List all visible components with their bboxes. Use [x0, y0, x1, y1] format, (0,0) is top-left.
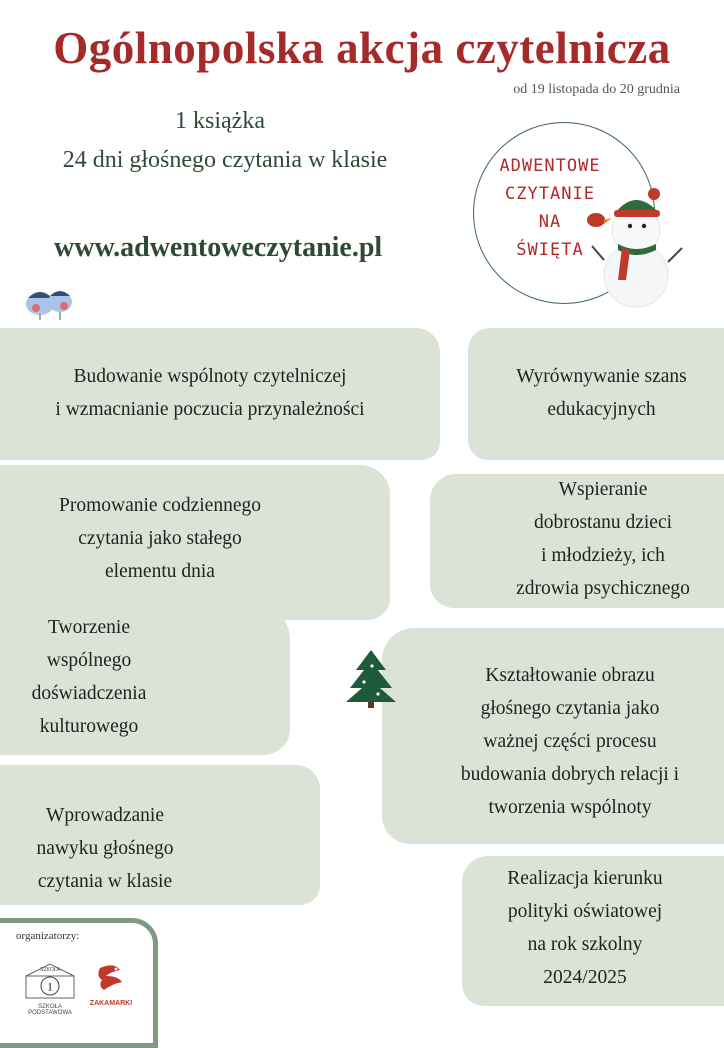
christmas-tree-icon	[344, 648, 398, 708]
organizers-label: organizatorzy:	[16, 930, 80, 942]
goal-2-line: Wyrównywanie szans	[516, 366, 687, 387]
goal-4-line: Wspieranie	[558, 479, 648, 500]
goal-6	[420, 659, 720, 824]
school-logo	[22, 960, 78, 1016]
goal-6-line: ważnej części procesu	[483, 731, 657, 752]
school-name: SZKOŁA PODSTAWOWA	[28, 1004, 72, 1016]
goal-3	[20, 489, 300, 588]
dragon-icon	[88, 962, 134, 996]
goal-5	[14, 611, 164, 743]
goal-1	[10, 360, 410, 426]
date-range: od 19 listopada do 20 grudnia	[513, 82, 680, 97]
goal-3-line: czytania jako stałego	[78, 528, 242, 549]
goal-7-line: Wprowadzanie	[45, 805, 165, 826]
goal-1-line: i wzmacnianie poczucia przynależności	[55, 399, 365, 420]
goal-7-line: nawyku głośnego	[36, 838, 174, 859]
goal-5-line: doświadczenia	[31, 683, 147, 704]
goal-6-line: Kształtowanie obrazu	[485, 665, 655, 686]
subtitle-book: 1 książka	[175, 108, 265, 134]
goal-8	[475, 862, 695, 994]
goal-6-line: budowania dobrych relacji i	[460, 764, 680, 785]
goal-5-line: kulturowego	[39, 716, 139, 737]
school-top-text: SZKOŁA	[40, 967, 60, 973]
goal-6-line: tworzenia wspólnoty	[488, 797, 652, 818]
badge-line-1: ADWENTOWE	[499, 156, 601, 176]
goal-2-line: edukacyjnych	[547, 399, 656, 420]
goal-8-line: na rok szkolny	[527, 934, 643, 955]
goal-7-line: czytania w klasie	[37, 871, 173, 892]
badge-line-3: NA	[538, 212, 562, 232]
goal-4-line: dobrostanu dzieci	[533, 512, 673, 533]
goal-3-line: Promowanie codziennego	[59, 495, 261, 516]
school-number: 1	[47, 979, 53, 994]
goal-1-line: Budowanie wspólnoty czytelniczej	[73, 366, 347, 387]
badge-line-4: ŚWIĘTA	[516, 240, 584, 260]
goal-6-line: głośnego czytania jako	[480, 698, 660, 719]
goal-8-line: 2024/2025	[543, 967, 627, 988]
website-link[interactable]: www.adwentoweczytanie.pl	[54, 232, 383, 263]
school-building-icon	[22, 960, 78, 1000]
goal-4	[488, 473, 718, 605]
goal-5-line: wspólnego	[46, 650, 132, 671]
badge-line-2: CZYTANIE	[505, 184, 595, 204]
goal-4-line: i młodzieży, ich	[541, 545, 665, 566]
birds-icon	[20, 280, 80, 322]
page-title: Ogólnopolska akcja czytelnicza	[53, 23, 671, 73]
goal-7	[10, 799, 200, 898]
goal-3-line: elementu dnia	[105, 561, 215, 582]
goal-8-line: Realizacja kierunku	[507, 868, 663, 889]
goal-2	[485, 360, 718, 426]
publisher-name: ZAKAMARKI	[89, 1000, 133, 1007]
publisher-logo	[88, 962, 134, 1008]
goal-5-line: Tworzenie	[47, 617, 130, 638]
snowman-icon	[578, 180, 688, 310]
goal-8-line: polityki oświatowej	[507, 901, 663, 922]
goal-4-line: zdrowia psychicznego	[516, 578, 690, 599]
subtitle-days: 24 dni głośnego czytania w klasie	[62, 147, 388, 173]
